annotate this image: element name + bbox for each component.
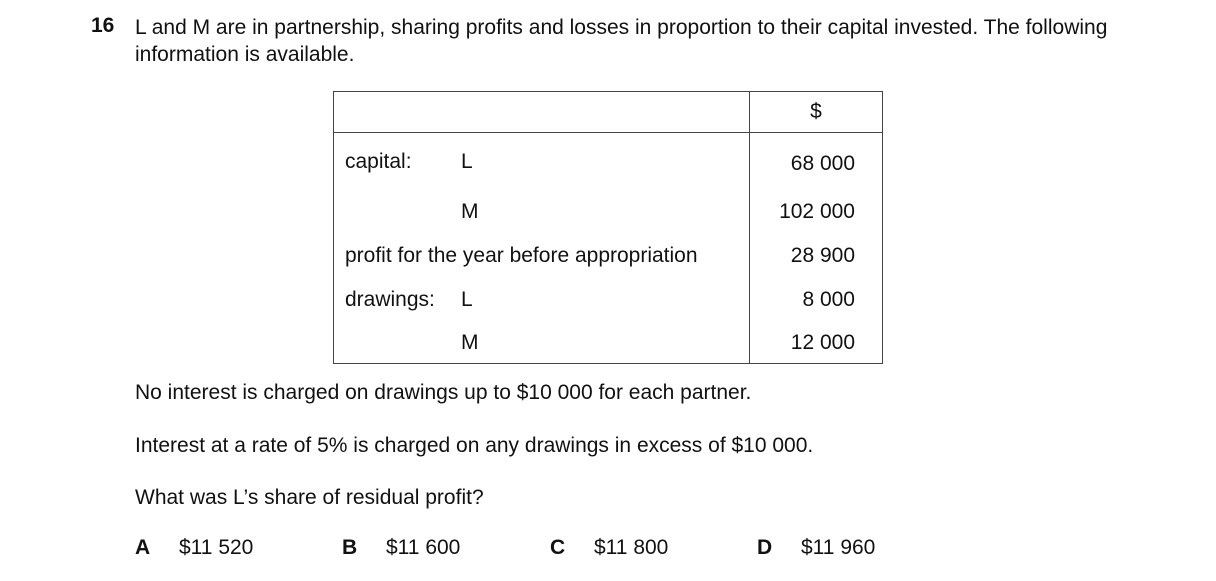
- option-c[interactable]: [550, 536, 668, 560]
- table-row: [334, 190, 883, 234]
- row-amount: 28 900: [790, 244, 855, 267]
- table-row: [334, 133, 883, 191]
- row-partner: M: [461, 200, 479, 223]
- row-label: profit for the year before appropriation: [345, 244, 698, 267]
- option-letter: C: [550, 536, 566, 559]
- row-amount: 102 000: [779, 200, 855, 223]
- option-value: $11 960: [801, 536, 876, 559]
- option-value: $11 800: [594, 536, 669, 559]
- row-partner: L: [461, 149, 473, 173]
- option-letter: B: [342, 536, 358, 559]
- option-a[interactable]: [135, 536, 253, 560]
- question-number: 16: [91, 14, 115, 37]
- row-partner: M: [461, 330, 479, 354]
- row-label: drawings:: [345, 288, 435, 311]
- question-text: L and M are in partnership, sharing profits and losses in proportion to their capital invested. The following information is available.: [135, 16, 1108, 66]
- note-interest-rate: Interest at a rate of 5% is charged on any drawings in excess of $10 000.: [135, 434, 814, 457]
- row-label: capital:: [345, 149, 412, 173]
- option-b[interactable]: [342, 536, 460, 560]
- option-value: $11 600: [386, 536, 461, 559]
- option-value: $11 520: [179, 536, 254, 559]
- currency-header: $: [750, 92, 883, 133]
- row-partner: L: [461, 288, 473, 311]
- option-d[interactable]: [757, 536, 875, 560]
- table-row: [334, 278, 883, 322]
- row-amount: 68 000: [790, 151, 855, 175]
- table-row: [334, 234, 883, 278]
- row-amount: 12 000: [790, 330, 855, 354]
- header-description-cell: [334, 92, 750, 133]
- option-letter: A: [135, 536, 151, 559]
- option-letter: D: [757, 536, 773, 559]
- note-no-interest: No interest is charged on drawings up to $10 000 for each partner.: [135, 381, 752, 404]
- row-amount: 8 000: [802, 288, 855, 311]
- information-table: [333, 91, 883, 364]
- table-row: [334, 322, 883, 364]
- question-prompt: What was L’s share of residual profit?: [135, 486, 484, 509]
- table-header-row: [334, 92, 883, 133]
